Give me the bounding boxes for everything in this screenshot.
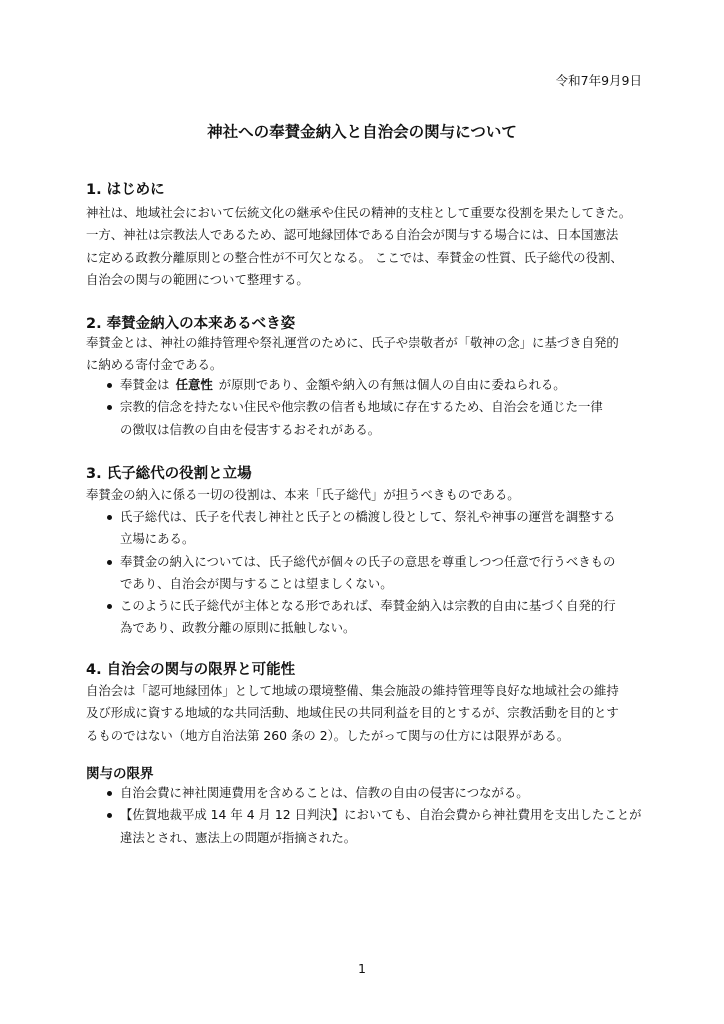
bullet-icon <box>107 813 112 818</box>
document-title: 神社への奉賛金納入と自治会の関与について <box>207 123 517 141</box>
list-item <box>86 374 603 396</box>
bullet-line: 違法とされ、憲法上の問題が指摘された。 <box>120 829 357 845</box>
bullet-text: 奉賛金は <box>120 377 170 392</box>
subsection-heading: 関与の限界 <box>86 766 154 782</box>
section-4-line: 自治会は「認可地縁団体」として地域の環境整備、集会施設の維持管理等良好な地域社会の維持 <box>86 683 619 698</box>
bullet-line: 立場にある。 <box>120 531 195 547</box>
bullet-line: 奉賛金の納入については、氏子総代が個々の氏子の意思を尊重しつつ任意で行うべきもの <box>120 553 616 569</box>
page-number: 1 <box>358 961 366 976</box>
section-1-line: 神社は、地域社会において伝統文化の継承や住民の精神的支柱として重要な役割を果たしてきた。 <box>86 205 632 220</box>
section-4-heading: 4. 自治会の関与の限界と可能性 <box>86 662 296 678</box>
section-4-body <box>86 680 619 747</box>
keyword-emphasis: 任意性 <box>175 377 213 392</box>
bullet-line: 【佐賀地裁平成 14 年 4 月 12 日判決】においても、自治会費から神社費用を支出したことが <box>120 807 642 823</box>
bullet-icon <box>107 515 112 520</box>
bullet-line: 宗教的信念を持たない住民や他宗教の信者も地域に存在するため、自治会を通じた一律 <box>120 399 603 415</box>
section-1-body <box>86 202 631 291</box>
section-1-line: に定める政教分離原則との整合性が不可欠となる。 ここでは、奉賛金の性質、氏子総代の役割、 <box>86 249 623 265</box>
list-item <box>86 396 603 441</box>
section-3-body <box>86 484 520 506</box>
bullet-line: このように氏子総代が主体となる形であれば、奉賛金納入は宗教的自由に基づく自発的行 <box>120 598 616 614</box>
section-2-heading: 2. 奉賛金納入の本来あるべき姿 <box>86 316 296 332</box>
bullet-line: 自治会費に神社関連費用を含めることは、信教の自由の侵害につながる。 <box>120 785 529 800</box>
bullet-line: であり、自治会が関与することは望ましくない。 <box>120 575 393 591</box>
list-item <box>86 782 642 804</box>
list-item <box>86 804 642 849</box>
document-date: 令和7年9月9日 <box>555 73 642 88</box>
list-item <box>86 551 616 596</box>
section-4-line: るものではない（地方自治法第 260 条の 2）。したがって関与の仕方には限界がある。 <box>86 727 570 743</box>
section-3-line: 奉賛金の納入に係る一切の役割は、本来「氏子総代」が担うべきものである。 <box>86 487 520 502</box>
section-4-list <box>86 782 642 849</box>
bullet-icon <box>107 791 112 796</box>
list-item <box>86 595 616 640</box>
bullet-line: の徴収は信教の自由を侵害するおそれがある。 <box>120 421 381 437</box>
section-1-heading: 1. はじめに <box>86 182 165 198</box>
section-2-body <box>86 332 619 377</box>
section-1-line: 自治会の関与の範囲について整理する。 <box>86 271 309 287</box>
bullet-text: が原則であり、金額や納入の有無は個人の自由に委ねられる。 <box>218 377 566 392</box>
section-2-line: 奉賛金とは、神社の維持管理や祭礼運営のために、氏子や崇敬者が「敬神の念」に基づき自発的 <box>86 335 619 350</box>
section-4-line: 及び形成に資する地域的な共同活動、地域住民の共同利益を目的とするが、宗教活動を目的とす <box>86 705 619 721</box>
bullet-icon <box>107 383 112 388</box>
bullet-icon <box>107 560 112 565</box>
section-3-list <box>86 506 616 640</box>
bullet-line: 氏子総代は、氏子を代表し神社と氏子との橋渡し役として、祭礼や神事の運営を調整する <box>120 509 616 524</box>
section-1-line: 一方、神社は宗教法人であるため、認可地縁団体である自治会が関与する場合には、日本国憲法 <box>86 227 619 243</box>
bullet-icon <box>107 604 112 609</box>
section-2-line: に納める寄付金である。 <box>86 357 223 373</box>
list-item <box>86 506 616 551</box>
bullet-line: 為であり、政教分離の原則に抵触しない。 <box>120 620 356 636</box>
section-3-heading: 3. 氏子総代の役割と立場 <box>86 466 252 482</box>
bullet-icon <box>107 405 112 410</box>
section-2-list <box>86 374 603 441</box>
